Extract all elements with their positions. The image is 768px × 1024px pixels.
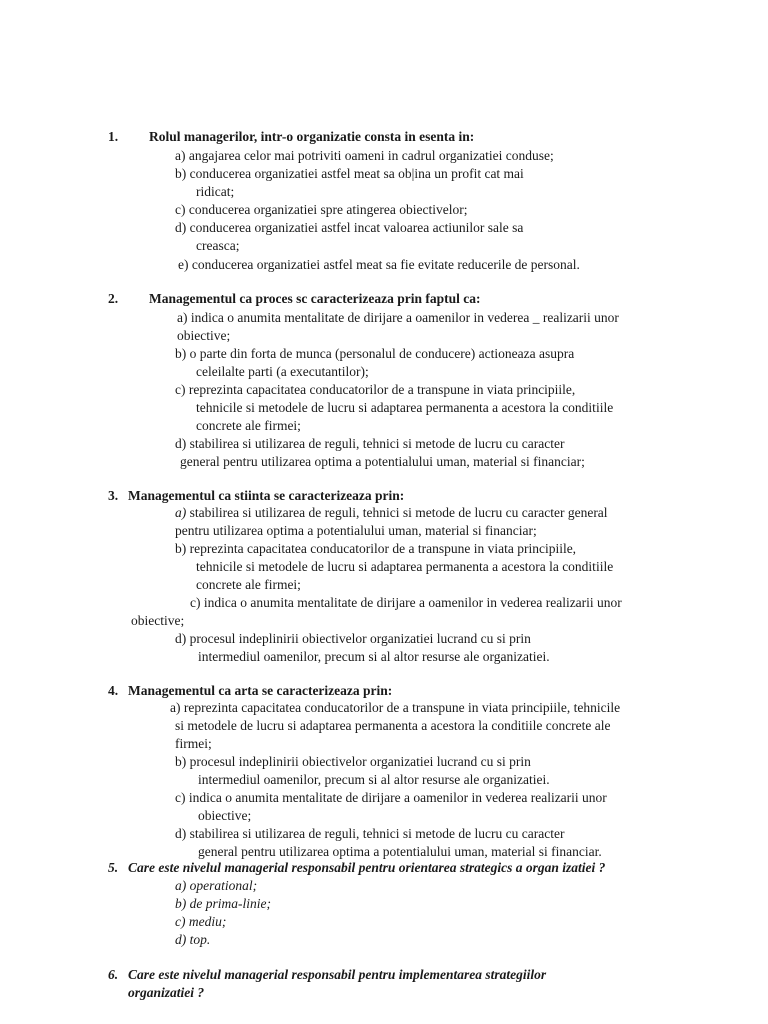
q2-option-d-line2: general pentru utilizarea optima a potentialului uman, material si financiar; bbox=[180, 454, 585, 469]
q1-title: Rolul managerilor, intr-o organizatie consta in esenta in: bbox=[149, 129, 475, 144]
q5-number: 5. bbox=[108, 860, 119, 875]
q3-option-b-line2: tehnicile si metodele de lucru si adaptarea permanenta a acestora la conditiile bbox=[196, 559, 614, 574]
q2-option-b-line2: celeilalte parti (a executantilor); bbox=[196, 364, 369, 379]
q5-title: Care este nivelul managerial responsabil pentru orientarea strategics a organ izatiei ? bbox=[128, 860, 606, 875]
q1-number: 1. bbox=[108, 129, 119, 144]
q2-option-c-line3: concrete ale firmei; bbox=[196, 418, 301, 433]
q4-number: 4. bbox=[108, 683, 119, 698]
q5-option-d: d) top. bbox=[175, 932, 211, 947]
q4-option-b-line1: b) procesul indeplinirii obiectivelor organizatiei lucrand cu si prin bbox=[175, 754, 531, 769]
q4-option-a-line1: a) reprezinta capacitatea conducatorilor de a transpune in viata principiile, tehnicile bbox=[170, 700, 621, 715]
q3-number: 3. bbox=[108, 488, 119, 503]
q1-option-d-line1: d) conducerea organizatiei astfel incat valoarea actiunilor sale sa bbox=[175, 220, 524, 235]
q6-number: 6. bbox=[108, 967, 119, 982]
q3-option-a-line2: pentru utilizarea optima a potentialului uman, material si financiar; bbox=[175, 523, 537, 538]
q3-option-b-line3: concrete ale firmei; bbox=[196, 577, 301, 592]
q5-option-c: c) mediu; bbox=[175, 914, 227, 929]
q4-option-a-line3: firmei; bbox=[175, 736, 212, 751]
q4-option-d-line1: d) stabilirea si utilizarea de reguli, tehnici si metode de lucru cu caracter bbox=[175, 826, 565, 841]
q2-option-d-line1: d) stabilirea si utilizarea de reguli, tehnici si metode de lucru cu caracter bbox=[175, 436, 565, 451]
q3-option-a-text: stabilirea si utilizarea de reguli, tehnici si metode de lucru cu caracter general bbox=[186, 505, 608, 520]
q4-option-a-line2: si metodele de lucru si adaptarea permanenta a acestora la conditiile concrete ale bbox=[175, 718, 611, 733]
q1-option-d-line2: creasca; bbox=[196, 238, 240, 253]
q3-option-d-line1: d) procesul indeplinirii obiectivelor organizatiei lucrand cu si prin bbox=[175, 631, 531, 646]
q2-option-c-line1: c) reprezinta capacitatea conducatorilor de a transpune in viata principiile, bbox=[175, 382, 576, 397]
q2-option-a-line1: a) indica o anumita mentalitate de dirijare a oamenilor in vederea _ realizarii unor bbox=[177, 310, 619, 325]
q1-option-a: a) angajarea celor mai potriviti oameni in cadrul organizatiei conduse; bbox=[175, 148, 554, 163]
q2-option-a-line2: obiective; bbox=[177, 328, 231, 343]
q3-option-a-label: a) bbox=[175, 505, 187, 520]
q3-option-c-line1: c) indica o anumita mentalitate de dirijare a oamenilor in vederea realizarii unor bbox=[190, 595, 622, 610]
q2-option-b-line1: b) o parte din forta de munca (personalul de conducere) actioneaza asupra bbox=[175, 346, 575, 361]
q3-option-d-line2: intermediul oamenilor, precum si al altor resurse ale organizatiei. bbox=[198, 649, 550, 664]
q1-option-e: e) conducerea organizatiei astfel meat sa fie evitate reducerile de personal. bbox=[178, 257, 580, 272]
q4-option-d-line2: general pentru utilizarea optima a potentialului uman, material si financiar. bbox=[198, 844, 602, 859]
q3-title: Managementul ca stiinta se caracterizeaza prin: bbox=[128, 488, 405, 503]
q2-option-c-line2: tehnicile si metodele de lucru si adaptarea permanenta a acestora la conditiile bbox=[196, 400, 614, 415]
q5-option-b: b) de prima-linie; bbox=[175, 896, 271, 911]
q4-title: Managementul ca arta se caracterizeaza prin: bbox=[128, 683, 393, 698]
q1-option-b-line1: b) conducerea organizatiei astfel meat sa ob|ina un profit cat mai bbox=[175, 166, 524, 181]
q5-option-a: a) operational; bbox=[175, 878, 258, 893]
q4-option-c-line1: c) indica o anumita mentalitate de dirijare a oamenilor in vederea realizarii unor bbox=[175, 790, 607, 805]
q2-number: 2. bbox=[108, 291, 119, 306]
q1-option-c: c) conducerea organizatiei spre atingerea obiectivelor; bbox=[175, 202, 468, 217]
q2-title: Managementul ca proces sc caracterizeaza prin faptul ca: bbox=[149, 291, 481, 306]
q3-option-a-line1 bbox=[175, 504, 608, 522]
q4-option-c-line2: obiective; bbox=[198, 808, 252, 823]
q4-option-b-line2: intermediul oamenilor, precum si al altor resurse ale organizatiei. bbox=[198, 772, 550, 787]
q6-title-line1: Care este nivelul managerial responsabil pentru implementarea strategiilor bbox=[128, 967, 547, 982]
q3-option-b-line1: b) reprezinta capacitatea conducatorilor de a transpune in viata principiile, bbox=[175, 541, 577, 556]
q1-option-b-line2: ridicat; bbox=[196, 184, 235, 199]
q6-title-line2: organizatiei ? bbox=[128, 985, 205, 1000]
q3-option-c-line2: obiective; bbox=[131, 613, 185, 628]
